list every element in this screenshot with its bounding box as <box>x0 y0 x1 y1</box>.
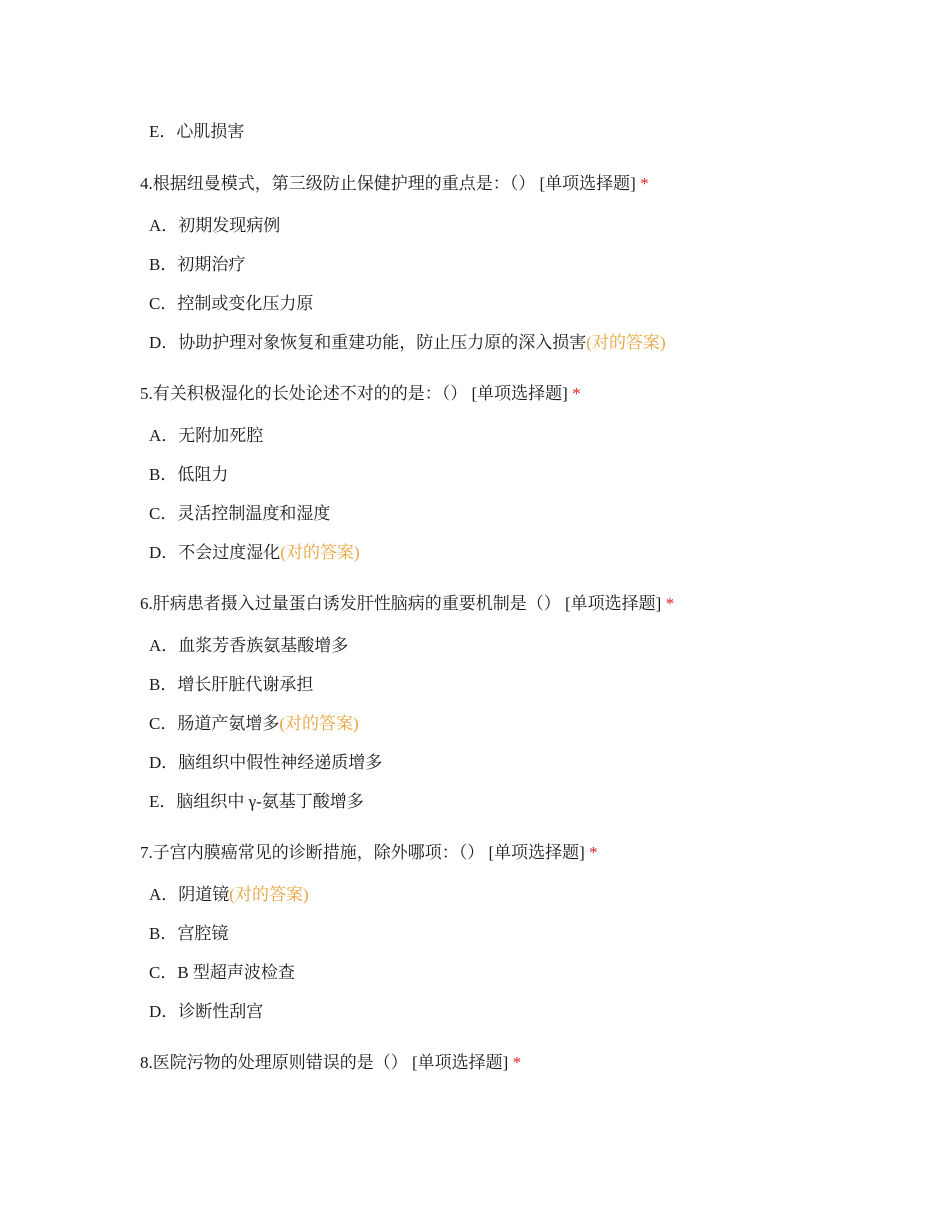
option-4b <box>149 254 245 276</box>
question-6-title <box>140 593 674 615</box>
option-text: E．心肌损害 <box>149 122 245 141</box>
question-text: 5.有关积极湿化的长处论述不对的的是：（） [单项选择题] <box>140 384 568 403</box>
option-6b <box>149 674 313 696</box>
option-7c <box>149 962 295 984</box>
question-5-title <box>140 383 581 405</box>
question-text: 7.子宫内膜癌常见的诊断措施，除外哪项：（） [单项选择题] <box>140 843 585 862</box>
correct-answer-mark: (对的答案) <box>229 885 309 904</box>
option-text: D．脑组织中假性神经递质增多 <box>149 753 383 772</box>
option-7a <box>149 884 309 906</box>
option-text: C．肠道产氨增多 <box>149 714 280 733</box>
option-text: E．脑组织中 γ-氨基丁酸增多 <box>149 792 364 811</box>
option-text: B．低阻力 <box>149 465 229 484</box>
option-5b <box>149 464 228 486</box>
correct-answer-mark: (对的答案) <box>279 714 359 733</box>
option-6a <box>149 635 348 657</box>
required-asterisk: * <box>572 384 581 403</box>
option-5d <box>149 542 360 564</box>
option-text: A．阴道镜 <box>149 885 230 904</box>
option-7d <box>149 1001 263 1023</box>
option-3e <box>149 121 244 143</box>
option-text: B．初期治疗 <box>149 255 246 274</box>
option-text: C．控制或变化压力原 <box>149 294 314 313</box>
option-4d <box>149 332 666 354</box>
option-text: A．血浆芳香族氨基酸增多 <box>149 636 349 655</box>
question-text: 8.医院污物的处理原则错误的是（） [单项选择题] <box>140 1053 509 1072</box>
required-asterisk: * <box>665 594 675 613</box>
option-5a <box>149 425 263 447</box>
question-4-title <box>140 173 649 195</box>
option-4c <box>149 293 313 315</box>
option-5c <box>149 503 330 525</box>
option-text: C．灵活控制温度和湿度 <box>149 504 331 523</box>
option-6d <box>149 752 382 774</box>
option-text: D．诊断性刮宫 <box>149 1002 264 1021</box>
option-text: B．增长肝脏代谢承担 <box>149 675 314 694</box>
option-text: A．初期发现病例 <box>149 216 281 235</box>
correct-answer-mark: (对的答案) <box>586 333 666 352</box>
correct-answer-mark: (对的答案) <box>280 543 360 562</box>
question-7-title <box>140 842 598 864</box>
required-asterisk: * <box>589 843 598 862</box>
question-8-title <box>140 1052 521 1074</box>
option-6c <box>149 713 359 735</box>
option-text: C．B 型超声波检查 <box>149 963 295 982</box>
option-7b <box>149 923 228 945</box>
option-text: D．协助护理对象恢复和重建功能，防止压力原的深入损害 <box>149 333 587 352</box>
option-4a <box>149 215 280 237</box>
option-text: B．宫腔镜 <box>149 924 229 943</box>
option-text: A．无附加死腔 <box>149 426 264 445</box>
required-asterisk: * <box>512 1053 522 1072</box>
option-6e <box>149 791 364 813</box>
question-text: 4.根据纽曼模式，第三级防止保健护理的重点是：（） [单项选择题] <box>140 174 636 193</box>
required-asterisk: * <box>640 174 649 193</box>
question-text: 6.肝病患者摄入过量蛋白诱发肝性脑病的重要机制是（） [单项选择题] <box>140 594 662 613</box>
option-text: D．不会过度湿化 <box>149 543 281 562</box>
